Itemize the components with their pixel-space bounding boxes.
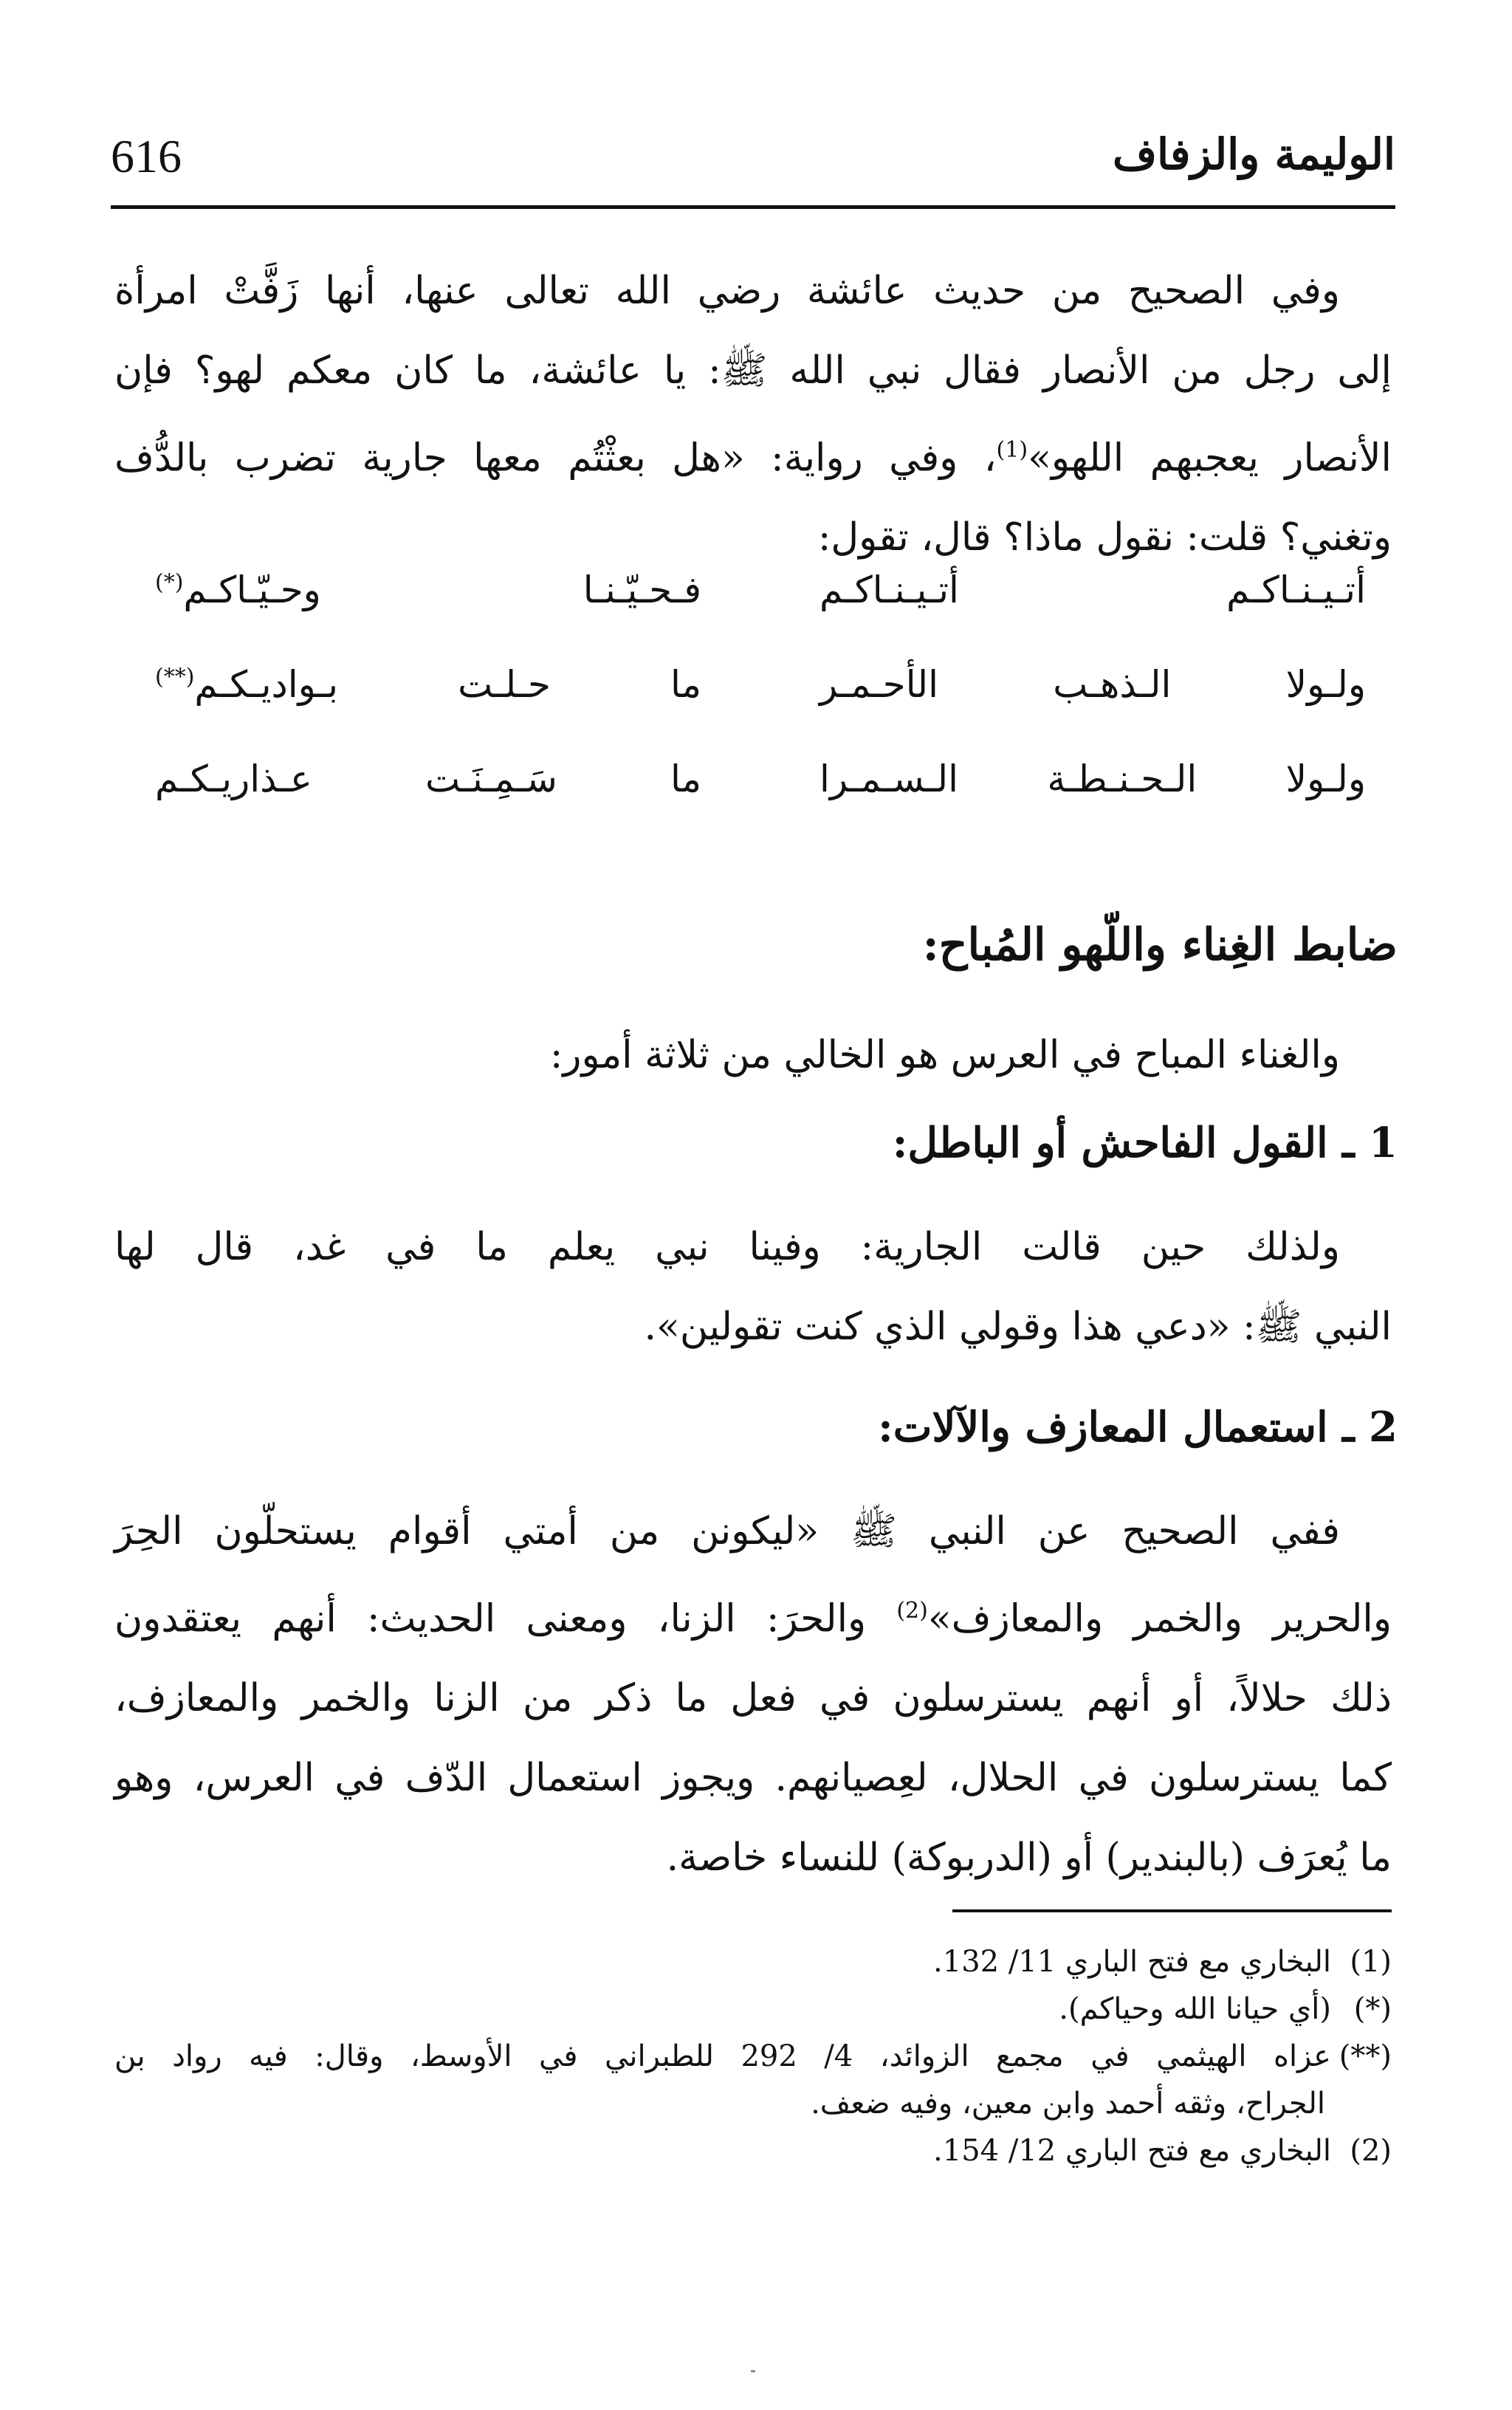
verse-note-mark: (**): [155, 664, 195, 690]
text-fragment: ، وفي رواية: «هل بعثْتُم معها جارية تضرب بالدُّف: [114, 436, 997, 481]
footnote-mark: (1): [1350, 1945, 1392, 1979]
scan-speck: [751, 2370, 755, 2372]
text-line: وتغني؟ قلت: نقول ماذا؟ قال، تقول:: [817, 515, 1392, 560]
text-line: والغناء المباح في العرس هو الخالي من ثلاثة أمور:: [549, 1033, 1340, 1077]
poem-verse: [155, 663, 1366, 758]
hemistich-text: فـحـيّـنـا وحـيّـاكـم: [183, 569, 701, 611]
text-line: [114, 1571, 1392, 1658]
footnote-text: البخاري مع فتح الباري 12/ 154.: [933, 2134, 1331, 2168]
verse-first-hemistich: أتـيـنـاكـم أتـيـنـاكـم: [819, 569, 1366, 611]
footnote-1: [114, 1938, 1392, 1985]
text-fragment: والحرير والخمر والمعازف»: [927, 1596, 1392, 1641]
text-line: ففي الصحيح عن النبي ﷺ «ليكونن من أمتي أقوام يستحلّون الحِرَ: [114, 1509, 1340, 1554]
item-heading-1: 1 ـ القول الفاحش أو الباطل:: [892, 1119, 1398, 1167]
item-heading-2: 2 ـ استعمال المعازف والآلات:: [878, 1403, 1398, 1452]
verse-second-hemistich: [155, 569, 701, 611]
footnote-text: البخاري مع فتح الباري 11/ 132.: [933, 1945, 1331, 1979]
footnote-text: عزاه الهيثمي في مجمع الزوائد، 4/ 292 للطبراني في الأوسط، وقال: فيه رواد بن: [114, 2039, 1331, 2073]
footnote-separator: [952, 1909, 1392, 1912]
poem-verse: [155, 758, 1366, 852]
text-line: ما يُعرَف (بالبندير) أو (الدربوكة) للنساء خاصة.: [666, 1836, 1392, 1881]
footnote-mark: (2): [1350, 2134, 1392, 2168]
item2-paragraph: [114, 1491, 1392, 1898]
hemistich-text: ما سَـمِـنَـت عـذاريـكـم: [155, 758, 701, 800]
header-rule: [111, 205, 1395, 209]
verse-note-mark: (*): [155, 569, 184, 596]
footnotes: [114, 1938, 1392, 2174]
intro-paragraph: [114, 251, 1392, 577]
page-header: [111, 129, 1395, 188]
text-line: ولذلك حين قالت الجارية: وفينا نبي يعلم ما في غد، قال لها: [114, 1225, 1340, 1269]
verse-first-hemistich: ولـولا الـحـنـطـة الـسـمـرا: [819, 758, 1366, 800]
footnote-double-star: [114, 2033, 1392, 2080]
verse-second-hemistich: [155, 663, 701, 706]
footnote-text: (أي حيانا الله وحياكم).: [1059, 1992, 1331, 2026]
text-line: كما يسترسلون في الحلال، لعِصيانهم. ويجوز استعمال الدّف في العرس، وهو: [114, 1756, 1392, 1801]
text-line: وفي الصحيح من حديث عائشة رضي الله تعالى عنها، أنها زَفَّتْ امرأة: [114, 269, 1341, 313]
page-number: 616: [111, 130, 182, 182]
footnote-ref: (1): [996, 437, 1028, 463]
running-title: الوليمة والزفاف: [1112, 129, 1395, 179]
section-intro: [114, 1015, 1392, 1095]
section-title: ضابط الغِناء واللّهو المُباح:: [922, 919, 1398, 971]
text-line: النبي ﷺ: «دعي هذا وقولي الذي كنت تقولين».: [644, 1305, 1392, 1349]
text-fragment: والحرَ: الزنا، ومعنى الحديث: أنهم يعتقدون: [114, 1596, 897, 1641]
poem-verse: [155, 569, 1366, 663]
text-line: ذلك حلالاً، أو أنهم يسترسلون في فعل ما ذكر من الزنا والخمر والمعازف،: [114, 1676, 1392, 1721]
text-line: إلى رجل من الأنصار فقال نبي الله ﷺ: يا عائشة، ما كان معكم لهو؟ فإن: [114, 349, 1392, 393]
verse-second-hemistich: [155, 758, 701, 800]
footnote-mark: (**): [1339, 2039, 1392, 2073]
hemistich-text: ما حـلـت بـواديـكـم: [194, 663, 701, 706]
footnote-continuation: الجراح، وثقه أحمد وابن معين، وفيه ضعف.: [811, 2087, 1325, 2121]
footnote-2: [114, 2127, 1392, 2174]
text-fragment: الأنصار يعجبهم اللهو»: [1028, 436, 1392, 481]
item1-paragraph: [114, 1207, 1392, 1367]
footnote-star: [114, 1985, 1392, 2033]
poem: [155, 569, 1366, 852]
text-line: [114, 411, 1392, 498]
verse-first-hemistich: ولـولا الـذهـب الأحـمـر: [819, 663, 1366, 706]
footnote-mark: (*): [1353, 1992, 1392, 2026]
footnote-ref: (2): [896, 1598, 928, 1624]
